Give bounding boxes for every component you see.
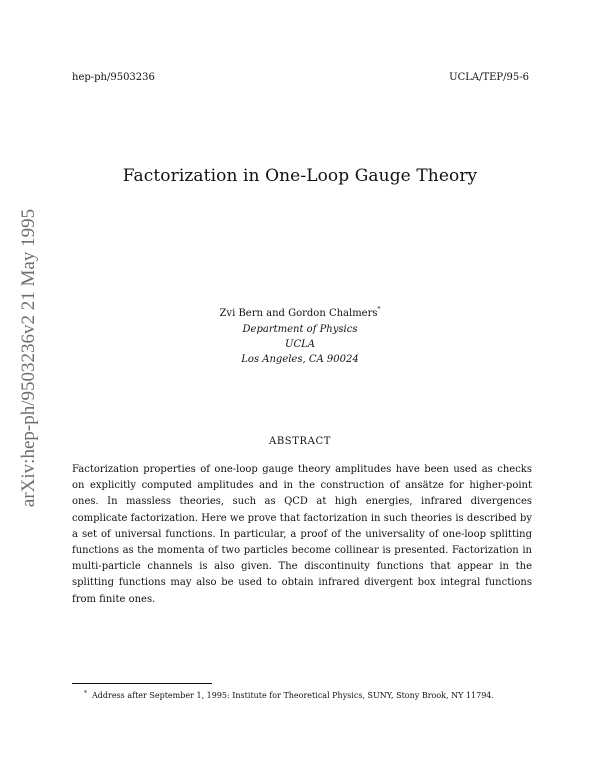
abstract-heading: ABSTRACT (269, 436, 331, 447)
affiliation-department: Department of Physics (242, 324, 358, 335)
footnote-marker: * (84, 690, 87, 697)
abstract-body: Factorization properties of one-loop gauge theory amplitudes have been used as checks on explicitly computed amplitudes and in the construction of ansätze for higher-point ones. In massless theories, such as QCD at high energies, infrared divergences complicate factorization. Here we prove that factorization in such theories is described by a set of universal functions. In particular, a proof of the universality of one-loop splitting functions as the momenta of two particles become collinear is presented. Factorization in multi-particle channels is also given. The discontinuity functions that appear in the splitting functions may also be used to obtain infrared divergent box integral functions from finite ones. (72, 464, 532, 605)
preprint-number: UCLA/TEP/95-6 (449, 72, 529, 83)
report-number: hep-ph/9503236 (72, 72, 155, 83)
paper-title: Factorization in One-Loop Gauge Theory (122, 166, 478, 186)
footnote-rule (72, 683, 212, 684)
affiliation-institution: UCLA (285, 339, 315, 350)
arxiv-stamp: arXiv:hep-ph/9503236v2 21 May 1995 (18, 208, 39, 508)
footnote-text: Address after September 1, 1995: Institute for Theoretical Physics, SUNY, Stony Brook, NY 11794. (92, 691, 494, 700)
affiliation-location: Los Angeles, CA 90024 (241, 354, 359, 365)
author-names: Zvi Bern and Gordon Chalmers (219, 308, 378, 319)
footnote (84, 690, 494, 700)
authors (0, 306, 600, 319)
footnote-marker: * (377, 306, 381, 313)
